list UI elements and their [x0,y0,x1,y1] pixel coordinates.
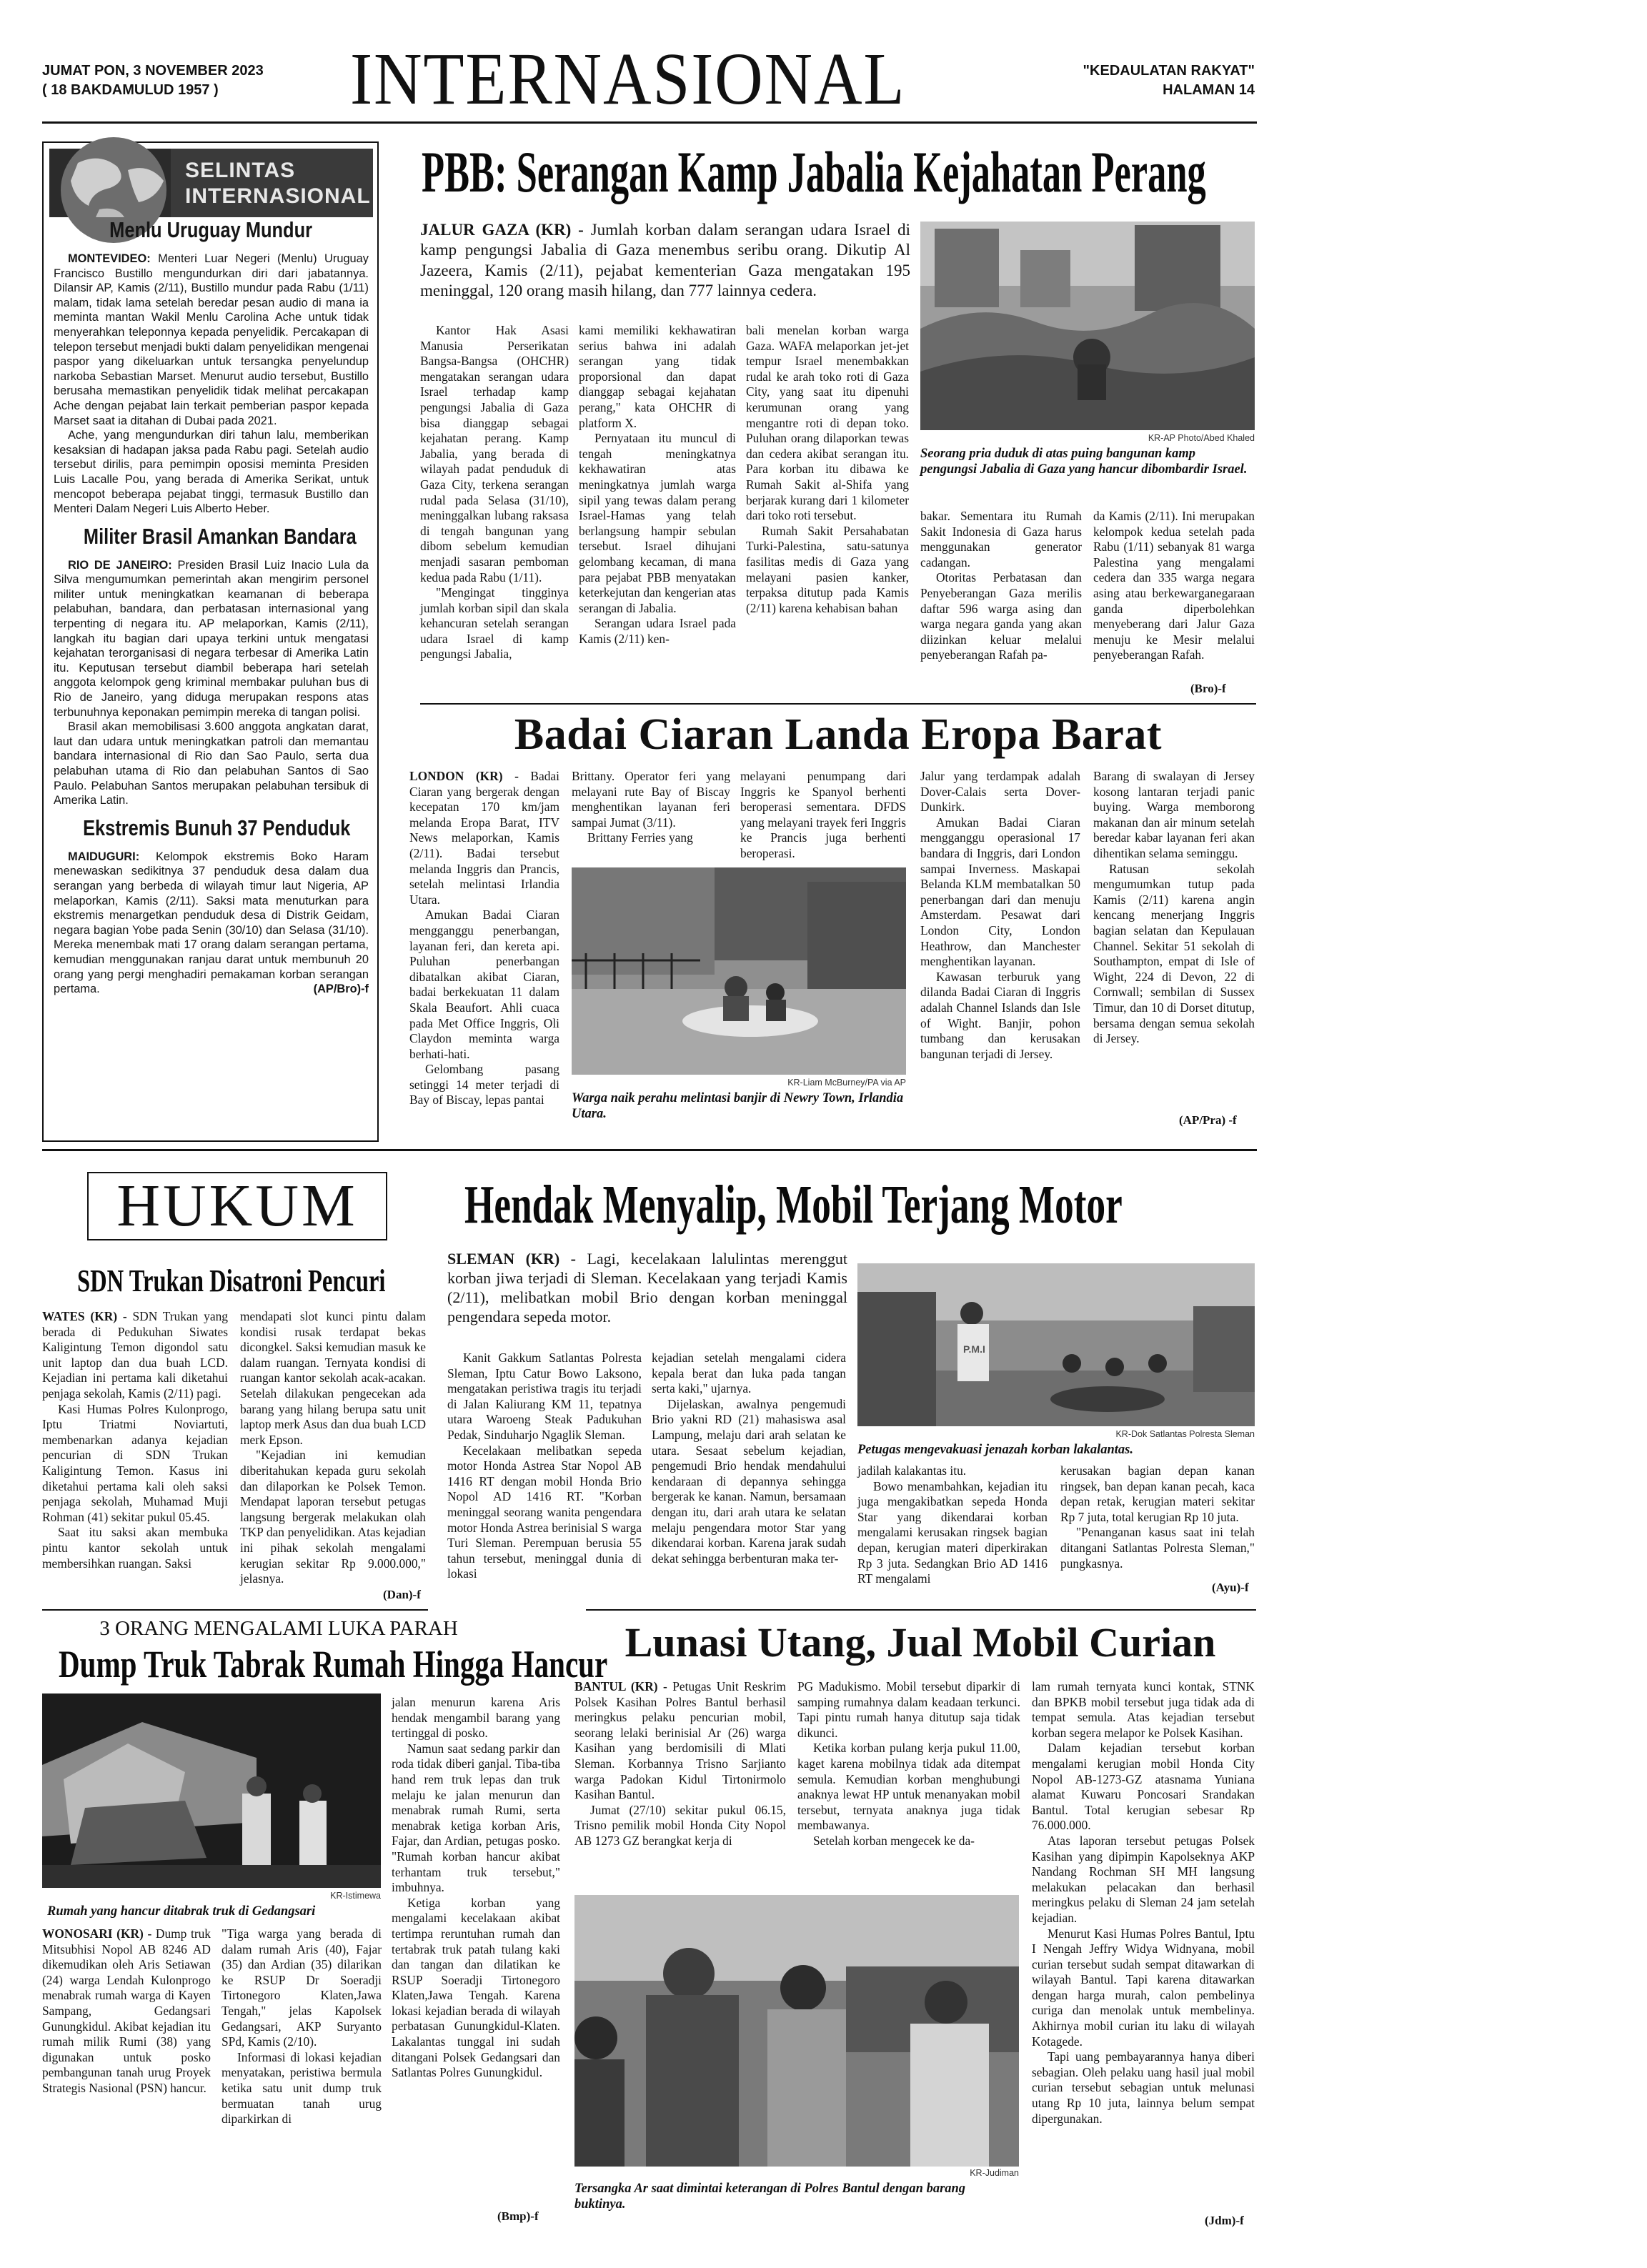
motor-signature: (Ayu)-f [1208,1581,1249,1595]
motor-col2: kejadian setelah mengalami cidera kepala berat dan luka pada tangan serta kaki," ujarnya. Dijelaskan, awalnya pengemudi Brio yakni RD (21) mahasiswa asal Lampung, melaju dari arah selatan ke utara. Sesaat sebelum kejadian, pengemudi Brio hendak mendahului kendaraan di depannya sehingga bergerak ke kanan. Namun, bersamaan dengan itu, dari arah utara ke selatan melaju pengendara motor Star yang dikendarai korban. Karena jarak sudah dekat sehingga berbenturan maka ter- [652,1351,846,1566]
pbb-col4: bakar. Sementara itu Rumah Sakit Indonesia di Gaza harus menggunakan generator cadangan. Otoritas Perbatasan dan Penyeberangan Gaza merilis daftar 596 warga asing dan warga negara ganda yang akan diizinkan keluar melalui penyeberangan Rafah pa- [920,509,1082,662]
selintas-logo-line1: SELINTAS [185,159,296,182]
badai-col3: melayani penumpang dari Inggris ke Spanyol berhenti beroperasi sementara. DFDS yang melayani trayek feri Inggris ke Prancis juga berhenti beroperasi. [740,769,906,860]
badai-photo-caption: Warga naik perahu melintasi banjir di Newry Town, Irlandia Utara. [572,1091,904,1121]
page-number: HALAMAN 14 [1163,82,1255,98]
dump-col2: "Tiga warga yang berada di dalam rumah Aris (40), Fajar (35) dan Ardian (35) dilarikan ke RSUP Dr Soeradji Tirtonegoro Klaten,Jawa Tengah," jelas Kapolsek Gedangsari, AKP Suryanto SPd, Kamis (2/10). Informasi di lokasi kejadian menyatakan, peristiwa bermula ketika satu unit dump truk bermuatan tanah urug diparkirkan di [222,1926,382,2127]
dump-col1: WONOSARI (KR) - Dump truk Mitsubhisi Nopol AB 8246 AD dikemudikan oleh Aris Setiawan (24) warga Lendah Kulonprogo menabrak rumah warga di Kayen Sampang, Gedangsari Gunungkidul. Akibat kejadian itu rumah milik Rumi (38) yang digunakan untuk posko pembangunan tanah urug Proyek Strategis Nasional (PSN) hancur. [42,1926,211,2095]
dump-photo-house [42,1693,381,1888]
brief-head-brasil: Militer Brasil Amankan Bandara [83,523,357,549]
lunasi-signature: (Jdm)-f [1200,2214,1244,2228]
dump-col3: jalan menurun karena Aris hendak mengambil barang yang tertinggal di posko. Namun saat sedang parkir dan roda tidak diberi ganjal. Tiba-tiba hand rem truk lepas dan truk melaju ke jalan menurun dan menabrak rumah Rumi, serta menabrak ketiga korban Aris, Fajar, dan Ardian, petugas posko. "Rumah korban hancur akibat terhantam truk tersebut," imbuhnya. Ketiga korban yang mengalami kecelakaan akibat tertimpa reruntuhan rumah dan tertabrak truk patah tulang kaki dan tangan dan dilatikan ke RSUP Soeradji Tirtonegoro Klaten,Jawa Tengah. Karena lokasi kejadian berada di wilayah perbatasan Gunungkidul-Klaten. Lakalantas tunggal ini sudah ditangani Polsek Gedangsari dan Satlantas Polres Gunungkidul. [392,1695,560,2080]
badai-col1: LONDON (KR) - Badai Ciaran yang bergerak dengan kecepatan 170 km/jam melanda Eropa Barat, ITV News melaporkan, Kamis (2/11). Badai tersebut melanda Inggris dan Prancis, setelah melintasi Irlandia Utara. Amukan Badai Ciaran mengganggu penerbangan, layanan feri, dan kereta api. Puluhan penerbangan dibatalkan akibat Ciaran, badai berkekuatan 11 dalam Skala Beaufort. Ahli cuaca pada Met Office Inggris, Oli Claydon meminta warga berhati-hati. Gelombang pasang setinggi 14 meter terjadi di Bay of Biscay, lepas pantai [409,769,559,1108]
masthead [0,0,1296,120]
lunasi-headline: Lunasi Utang, Jual Mobil Curian [625,1619,1216,1666]
sdn-col2: mendapati slot kunci pintu dalam kondisi rusak terdapat bekas dicongkel. Saksi kemudian masuk ke dalam ruangan. Ternyata kondisi di ruangan kantor sekolah acak-acakan. Setelah dilakukan pengecekan ada barang yang hilang berupa satu unit laptop merk Asus dan dua buah LCD merk Epson. "Kejadian ini kemudian diberitahukan kepada guru sekolah dan dilaporkan ke Polsek Temon. Mendapat laporan tersebut petugas langsung bergerak melakukan olah TKP dan penyelidikan. Atas kejadian ini pihak sekolah mengalami kerugian sekitar Rp 9.000.000," jelasnya. [240,1309,426,1586]
pbb-photo-caption: Seorang pria duduk di atas puing bangunan kamp pengungsi Jabalia di Gaza yang hancur dibombardir Israel. [920,447,1248,477]
pbb-photo-credit: KR-AP Photo/Abed Khaled [1148,433,1255,443]
pbb-col3: bali menelan korban warga Gaza. WAFA melaporkan jet-jet tempur Israel menembakkan rudal ke arah toko roti di Gaza City, yang saat itu dipenuhi kerumunan orang yang mengantre roti di depan toko. Puluhan orang dilaporkan tewas dan cedera akibat serangan itu. Para korban itu dibawa ke Rumah Sakit al-Shifa yang berjarak kurang dari 1 kilometer dari toko roti tersebut. Rumah Sakit Persahabatan Turki-Palestina, satu-satunya fasilitas medis di Gaza yang melayani pasien kanker, terpaksa ditutup pada Kamis (2/11) karena kehabisan bahan [746,323,909,615]
pbb-col5: da Kamis (2/11). Ini merupakan kelompok kedua setelah pada Rabu (1/11) sebanyak 81 warga Palestina yang mengalami cedera dan 335 warga negara asing atau berkewarganegaraan ganda diperbolehkan menyeberang dari Jalur Gaza menuju ke Mesir melalui penyeberangan Rafah. [1093,509,1255,662]
brief-uruguay-p1: MONTEVIDEO: Menteri Luar Negeri (Menlu) Uruguay Francisco Bustillo mengundurkan diri dari jabatannya. Dilansir AP, Kamis (2/11), Bustillo mundur pada Rabu (1/11) malam, tidak lama setelah beredar pesan audio di mana ia meminta mantan Wakil Menlu Carolina Ache untuk tidak menyerahkan teleponnya kepada penyelidik. Percakapan di telepon tersebut menjadi bukti dalam penyelidikan mengenai paspor yang dikeluarkan untuk tersangka penyelundup narkoba Sebastian Marset. Menurut audio tersebut, Bustillo berusaha memastikan penyelidik tidak melihat percakapan Ache dengan pejabat lain terkait pemberian paspor kepada Marset saat ia ditahan di Dubai pada 2021. [54,252,369,427]
hukum-box: HUKUM [87,1172,387,1240]
motor-col1: Kanit Gakkum Satlantas Polresta Sleman, Iptu Catur Bowo Laksono, mengatakan peristiwa tragis itu terjadi di Jalan Kaliurang KM 11, tepatnya utara Waroeng Steak Padukuhan Pedak, Sinduharjo Ngaglik Sleman. Kecelakaan melibatkan sepeda motor Honda Astrea Star Nopol AB 1416 RT dengan mobil Honda Brio Nopol AD 1416 RT. "Korban meninggal seorang wanita pengendara motor Honda Astrea berinisial S warga Turi Sleman. Perempuan berusia 55 tahun tersebut, meninggal dunia di lokasi [447,1351,642,1581]
motor-headline: Hendak Menyalip, Mobil Terjang Motor [464,1175,1123,1235]
sdn-headline: SDN Trukan Disatroni Pencuri [77,1263,386,1298]
lunasi-photo-suspect [574,1895,1019,2167]
pbb-col2: kami memiliki kekhawatiran serius bahwa ini adalah serangan yang tidak proporsional dan dapat dianggap sebagai kejahatan perang," kata OHCHR di platform X. Pernyataan itu muncul di tengah meningkatnya kekhawatiran atas meningkatnya jumlah warga sipil yang tewas dalam perang Israel-Hamas yang telah berlangsung hampir sebulan tersebut. Israel dihujani gelombang kecaman, di mana para pejabat PBB menyatakan keterkejutan dan kengerian atas serangan di Jabalia. Serangan udara Israel pada Kamis (2/11) ken- [579,323,736,646]
selintas-logo-line2: INTERNASIONAL [185,184,371,208]
section-divider-rule [42,1149,1257,1151]
pbb-col1: Kantor Hak Asasi Manusia Perserikatan Bangsa-Bangsa (OHCHR) mengatakan serangan udara Israel terhadap kamp pengungsi Jabalia di Gaza bisa dianggap sebagai kejahatan perang. Kamp Jabalia, yang berada di wilayah padat penduduk di Gaza City, terkena serangan rudal pada Selasa (31/10), meninggalkan lubang raksasa di tengah bangunan yang dibom sebelum kemudian menjadi sasaran pemboman kedua pada Rabu (1/11). "Mengingat tingginya jumlah korban sipil dan skala kehancuran setelah serangan udara Israel di kamp pengungsi Jabalia, [420,323,569,662]
lunasi-top-rule [586,1609,1256,1611]
badai-photo-flood [572,867,906,1075]
section-title: INTERNASIONAL [350,38,906,120]
selintas-content [54,217,369,997]
badai-signature: (AP/Pra) -f [1175,1113,1237,1128]
motor-photo-evacuation [857,1263,1255,1426]
badai-headline: Badai Ciaran Landa Eropa Barat [514,710,1163,759]
brief-head-nigeria: Ekstremis Bunuh 37 Penduduk [83,815,351,840]
motor-photo-caption: Petugas mengevakuasi jenazah korban lakalantas. [857,1443,1133,1457]
motor-lead: SLEMAN (KR) - Lagi, kecelakaan lalulintas merenggut korban jiwa terjadi di Sleman. Kecelakaan yang terjadi Kamis (2/11), melibatkan mobil Brio dengan korban meninggal pengendara sepeda motor. [447,1250,848,1326]
pbb-signature: (Bro)-f [1186,682,1226,696]
sdn-signature: (Dan)-f [379,1588,421,1602]
lunasi-col3: lam rumah ternyata kunci kontak, STNK dan BPKB mobil tersebut juga tidak ada di tempat semula. Atas kejadian tersebut korban segera melapor ke Polsek Kasihan. Dalam kejadian tersebut korban mengalami kerugian mobil Honda City Nopol AB-1273-GZ atasnama Yuniana alamat Kuwaru Poncosari Srandakan Bantul. Total kerugian sebesar Rp 76.000.000. Atas laporan tersebut petugas Polsek Kasihan yang dipimpin Kapolseknya AKP Nandang Rochman SH MH langsung melakukan pelacakan dan berhasil meringkus pelaku di Sleman 24 jam setelah kejadian. Menurut Kasi Humas Polres Bantul, Iptu I Nengah Jeffry Widya Widnyana, mobil curian tersebut sudah sempat ditawarkan di wilayah Bantul. Tapi karena ditawarkan dengan harga murah, calon pembelinya curiga dan menolak untuk membelinya. Akhirnya mobil curian itu laku di wilayah Kotagede. Tapi uang pembayarannya hanya diberi sebagian. Oleh pelaku uang hasil jual mobil curian tersebut sebagian untuk melunasi utang Rp 10 juta, lainnya belum sempat dipergunakan. [1032,1679,1255,2126]
dump-photo-credit: KR-Istimewa [330,1891,381,1901]
lunasi-col2: PG Madukismo. Mobil tersebut diparkir di samping rumahnya dalam keadaan terkunci. Tapi pintu rumah hanya ditutup saja tidak dikunci. Ketika korban pulang kerja pukul 11.00, kaget karena mobilnya tidak ada ditempat semula. Kemudian korban menghubungi anaknya lewat HP untuk menanyakan mobil tersebut, ternyata anaknya juga tidak membawanya. Setelah korban mengecek ke da- [797,1679,1020,1848]
dump-signature: (Bmp)-f [493,2209,539,2224]
badai-col4: Jalur yang terdampak adalah Dover-Calais serta Dover-Dunkirk. Amukan Badai Ciaran mengganggu operasional 17 bandara di Inggris, dari London sampai Inverness. Maskapai Belanda KLM membatalkan 50 penerbangan dari dan menuju Amsterdam. Pesawat dari London City, London Heathrow, dan Manchester menghentikan layanan. Kawasan terburuk yang dilanda Badai Ciaran di Inggris adalah Channel Islands dan Isle of Wight. Banjir, pohon tumbang dan kerusakan bangunan terjadi di Jersey. [920,769,1080,1061]
pmi-vest-label: P.M.I [963,1343,985,1355]
motor-photo-credit: KR-Dok Satlantas Polresta Sleman [1115,1429,1255,1439]
pbb-lead: JALUR GAZA (KR) - Jumlah korban dalam serangan udara Israel di kamp pengungsi Jabalia di Gaza menembus seribu orang. Dikutip Al Jazeera, Kamis (2/11), pejabat kementerian Gaza mengatakan 195 meninggal, 120 orang masih hilang, dan 777 lainnya cedera. [420,221,910,300]
brief-nigeria-p1: MAIDUGURI: Kelompok ekstremis Boko Haram menewaskan sedikitnya 37 penduduk desa dalam dua serangan yang berbeda di wilayah timur laut Nigeria, AP melaporkan, Kamis (2/11). Saksi mata menuturkan para ekstremis menargetkan penduduk desa di Distrik Geidam, negara bagian Yobe pada Senin (30/10) dan Selasa (31/10). Mereka menembak mati 17 orang dalam serangan pertama, kemudian menggunakan ranjau darat untuk membunuh 20 orang yang pergi menghadiri pemakaman korban serangan pertama. (AP/Bro)-f [54,850,369,996]
lunasi-photo-credit: KR-Judiman [970,2168,1019,2178]
pbb-photo-rubble [920,222,1255,430]
brief-brasil-p2: Brasil akan memobilisasi 3.600 anggota angkatan darat, laut dan udara untuk meningkatkan patroli dan memantau bandara internasional di Rio dan Sao Paulo, serta dua pelabuhan utama di Rio dan pelabuhan Santos di Sao Paulo. Pelabuhan Santos merupakan pelabuhan tersibuk di Amerika Latin. [54,720,369,807]
sdn-col1: WATES (KR) - SDN Trukan yang berada di Pedukuhan Siwates Kaligintung Temon digondol satu unit laptop dan dua buah LCD. Kejadian ini pertama kali diketahui penjaga sekolah, Kamis (2/11) pagi. Kasi Humas Polres Kulonprogo, Iptu Triatmi Noviartuti, membenarkan adanya kejadian pencurian di SDN Trukan Kaligintung Temon. Kasus ini diketahui pertama kali oleh saksi penjaga sekolah, Muhamad Muji Rohman (41) sekitar pukul 05.45. Saat itu saksi akan membuka pintu kantor sekolah untuk membersihkan ruangan. Saksi [42,1309,228,1571]
badai-col5: Barang di swalayan di Jersey kosong lantaran terjadi panic buying. Warga memborong makanan dan air minum setelah beredar kabar layanan feri akan dihentikan selama seminggu. Ratusan sekolah mengumumkan tutup pada Kamis (2/11) karena angin kencang menerjang Inggris bagian selatan dan Kepulauan Channel. Sekitar 51 sekolah di Southampton, empat di Isle of Wight, 224 di Devon, 22 di Cornwall; sembilan di Sussex Timur, dan 10 di Dorset ditutup, bersama dengan semua sekolah di Jersey. [1093,769,1255,1046]
dump-kicker: 3 ORANG MENGALAMI LUKA PARAH [99,1617,458,1640]
pbb-headline: PBB: Serangan Kamp Jabalia Kejahatan Perang [422,139,1206,204]
motor-col3: jadilah kalakantas itu. Bowo menambahkan, kejadian itu juga mengakibatkan sepeda Honda Star yang dikendarai korban mengalami kerusakan ringsek bagian depan, kerugian materi diperkirakan Rp 3 juta. Sedangkan Brio AD 1416 RT mengalami [857,1463,1048,1586]
selintas-box [42,141,379,1142]
brief-head-uruguay: Menlu Uruguay Mundur [109,217,313,242]
masthead-rule [42,121,1257,124]
paper-name: "KEDAULATAN RAKYAT" [1083,63,1255,79]
dump-top-rule [42,1609,428,1611]
motor-col4: kerusakan bagian depan kanan ringsek, ban depan kanan pecah, kaca depan retak, kerugian materi sekitar Rp 7 juta, total kerugian Rp 10 juta. "Penanganan kasus saat ini telah ditangani Satlantas Polresta Sleman," pungkasnya. [1060,1463,1255,1571]
brief-uruguay-p2: Ache, yang mengundurkan diri tahun lalu, memberikan kesaksian di hadapan jaksa pada Rabu pagi. Setelah audio tersebut dirilis, para pemimpin oposisi meminta Presiden Luis Lacalle Pou, yang berada di Amerika Serikat, untuk mencopot beberapa pejabat tinggi, termasuk Bustillo dan Menteri Dalam Negeri Luis Alberto Heber. [54,429,369,516]
lunasi-col1: BANTUL (KR) - Petugas Unit Reskrim Polsek Kasihan Polres Bantul berhasil meringkus pelaku pencurian mobil, seorang lelaki berinisial Ar (26) warga Kasihan yang berdomisili di Mlati Sleman. Korbannya Trisno Sarjianto warga Padokan Kidul Tirtonirmolo Kasihan Bantul. Jumat (27/10) sekitar pukul 06.15, Trisno pemilik mobil Honda City Nopol AB 1273 GZ berangkat kerja di [574,1679,786,1848]
lunasi-photo-caption: Tersangka Ar saat dimintai keterangan di Polres Bantul dengan barang buktinya. [574,2182,966,2212]
dump-photo-caption: Rumah yang hancur ditabrak truk di Gedangsari [47,1904,316,1919]
badai-col2: Brittany. Operator feri yang melayani rute Bay of Biscay menghentikan layanan feri sampai Jumat (3/11). Brittany Ferries yang [572,769,730,845]
badai-top-rule [420,703,1256,705]
brief-brasil-p1: RIO DE JANEIRO: Presiden Brasil Luiz Inacio Lula da Silva mengumumkan pemerintah akan mengirim personel militer untuk meningkatkan keamanan di beberapa pelabuhan, bandara, dan perbatasan internasional yang terpenting di negara itu. AP melaporkan, Kamis (2/11), langkah itu bagian dari upaya terkini untuk mengatasi kejahatan terorganisasi di negara terbesar di Amerika Latin itu. Keputusan tersebut diambil beberapa hari setelah anggota kelompok geng kriminal membakar puluhan bus di Rio de Janeiro, yang diduga merupakan respons atas terbunuhnya keponakan pemimpin mereka di tangan polisi. [54,558,369,719]
badai-photo-credit: KR-Liam McBurney/PA via AP [787,1078,906,1088]
issue-date-javanese: ( 18 BAKDAMULUD 1957 ) [42,82,219,98]
selintas-logo [49,149,373,217]
issue-date: JUMAT PON, 3 NOVEMBER 2023 [42,63,264,79]
dump-headline: Dump Truk Tabrak Rumah Hingga Hancur [59,1643,608,1686]
